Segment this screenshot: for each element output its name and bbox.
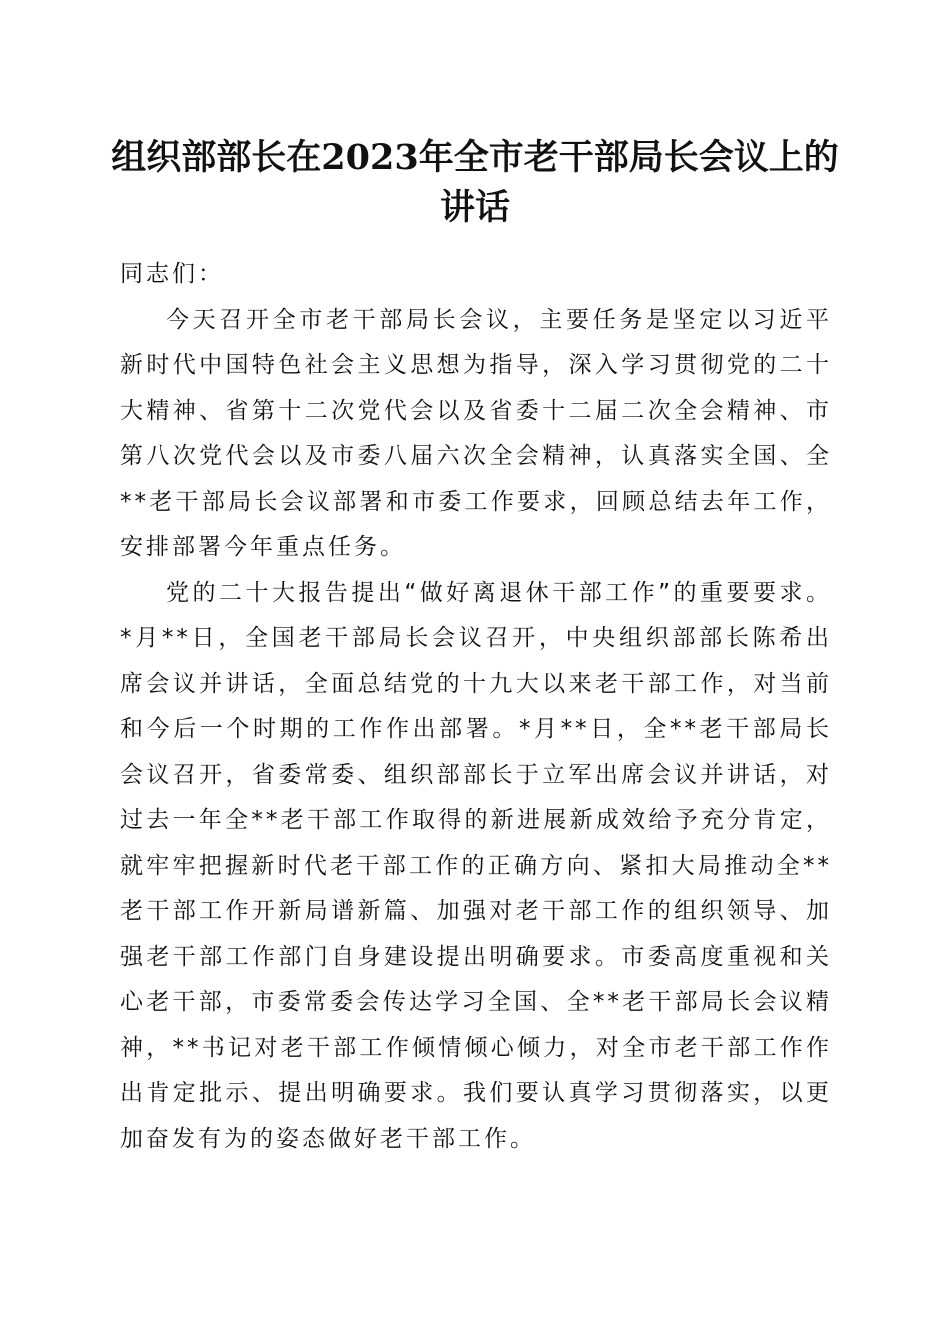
paragraph-2: 党的二十大报告提出“做好离退休干部工作”的重要要求。*月**日，全国老干部局长会议召开，中央组织部部长陈希出席会议并讲话，全面总结党的十九大以来老干部工作，对当前和今后一个时期的工作作出部署。*月**日，全**老干部局长会议召开，省委常委、组织部部长于立军出席会议并讲话，对过去一年全**老干部工作取得的新进展新成效给予充分肯定，就牢牢把握新时代老干部工作的正确方向、紧扣大局推动全**老干部工作开新局谱新篇、加强对老干部工作的组织领导、加强老干部工作部门自身建设提出明确要求。市委高度重视和关心老干部，市委常委会传达学习全国、全**老干部局长会议精神，**书记对老干部工作倾情倾心倾力，对全市老干部工作作出肯定批示、提出明确要求。我们要认真学习贯彻落实，以更加奋发有为的姿态做好老干部工作。 xyxy=(120,579,832,1152)
page-title: 组织部部长在2023年全市老干部局长会议上的讲话 xyxy=(111,137,839,228)
speech-body xyxy=(120,252,832,1162)
paragraph-1: 今天召开全市老干部局长会议，主要任务是坚定以习近平新时代中国特色社会主义思想为指导，深入学习贯彻党的二十大精神、省第十二次党代会以及省委十二届二次全会精神、市第八次党代会以及市委八届六次全会精神，认真落实全国、全**老干部局长会议部署和市委工作要求，回顾总结去年工作，安排部署今年重点任务。 xyxy=(120,306,832,560)
greeting-text: 同志们： xyxy=(120,261,224,287)
